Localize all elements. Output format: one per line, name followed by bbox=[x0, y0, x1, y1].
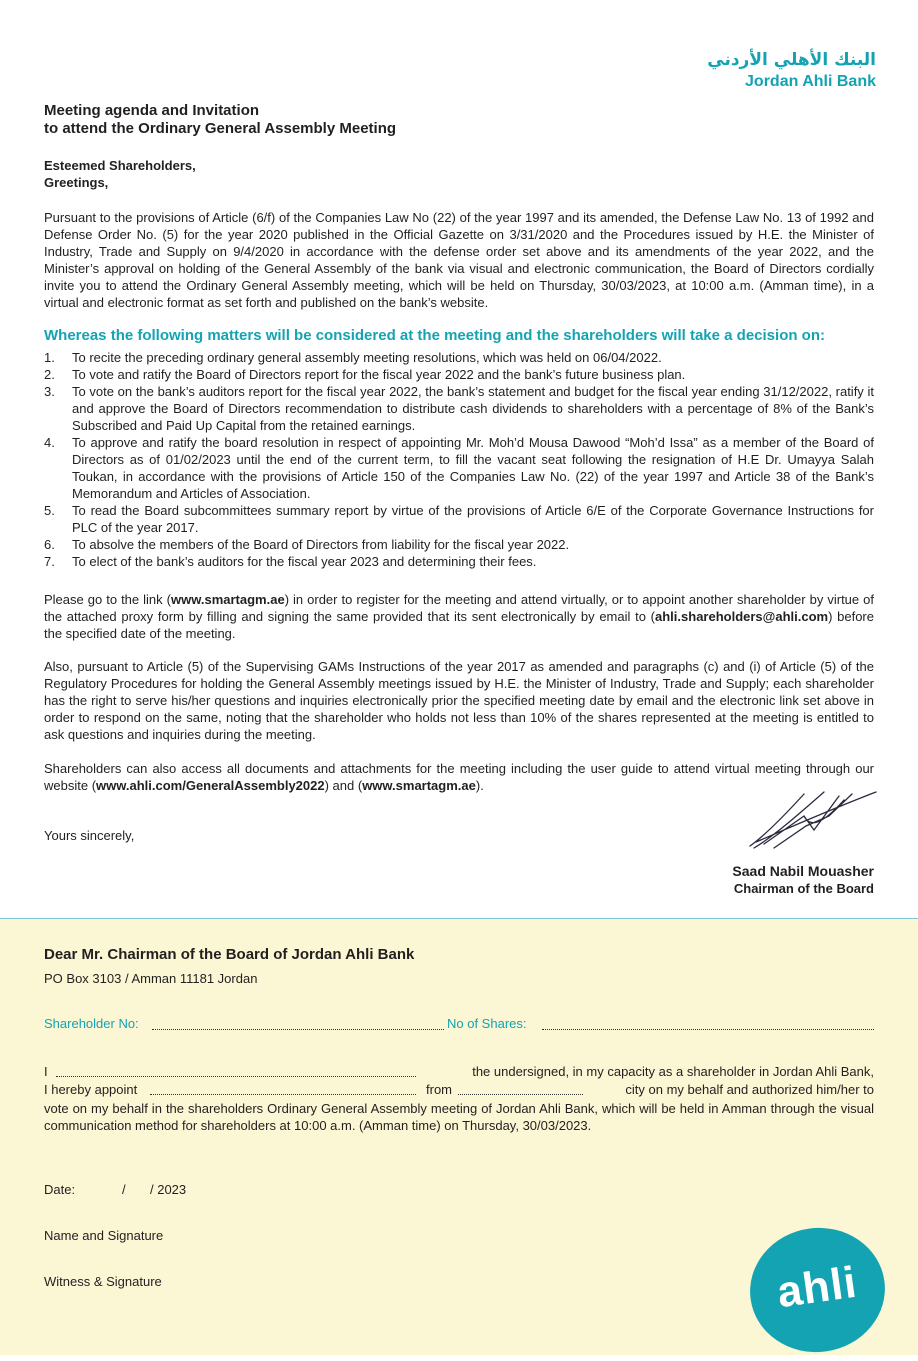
signer-block bbox=[732, 862, 874, 898]
agenda-item-number: 3. bbox=[44, 384, 55, 399]
no-of-shares-label: No of Shares: bbox=[447, 1016, 527, 1031]
proxy-form bbox=[0, 918, 918, 1355]
appoint-line bbox=[44, 1081, 874, 1098]
title-line-2: to attend the Ordinary General Assembly Meeting bbox=[44, 120, 397, 137]
signer-role: Chairman of the Board bbox=[733, 881, 874, 896]
intro-paragraph: Pursuant to the provisions of Article (6/f) of the Companies Law No (22) of the year 1997 and its amended, the Defense Law No. 13 of 1992 and Defense Order No. (5) for the year 2020 published in the Official Gazette on 3/31/2020 and the Procedures issued by H.E. the Minister of Industry, Trade and Supply on 9/4/2020 in accordance with the defense order set above and its amendments of the year 2022, and the Minister’s approval on holding of the General Assembly of the bank via visual and electronic communication, the Board of Directors cordially invite you to attend the Ordinary General Assembly meeting, which will be held on Thursday, 30/03/2023, at 10:00 a.m. (Amman time), in a virtual and electronic format as set forth and published on the bank’s website. bbox=[44, 210, 874, 310]
agenda-item-number: 5. bbox=[44, 503, 55, 518]
city-field[interactable] bbox=[458, 1081, 583, 1095]
signer-name: Saad Nabil Mouasher bbox=[732, 863, 874, 879]
agenda-item-number: 4. bbox=[44, 435, 55, 450]
agenda-item bbox=[44, 366, 874, 383]
proxy-form-address: PO Box 3103 / Amman 11181 Jordan bbox=[44, 971, 258, 986]
date-row bbox=[44, 1181, 187, 1198]
from-label: from bbox=[426, 1082, 452, 1097]
appoint-label: I hereby appoint bbox=[44, 1082, 138, 1097]
agenda-item-text: To absolve the members of the Board of Directors from liability for the fiscal year 2022. bbox=[72, 537, 570, 552]
registration-text-2: ) in order to register for the meeting and attend virtually, or to appoint another shareholder by virtue of the attached proxy form by filling and signing the same provided that its sent electronically by email to ( bbox=[44, 592, 874, 624]
i-label: I bbox=[44, 1064, 48, 1079]
bank-name-english: Jordan Ahli Bank bbox=[745, 73, 876, 90]
agenda-item-text: To elect of the bank’s auditors for the fiscal year 2023 and determining their fees. bbox=[72, 554, 537, 569]
documents-text-1: Shareholders can also access all documents and attachments for the meeting including the user guide to attend virtual meeting through our website ( bbox=[44, 761, 874, 793]
documents-text-2: ) and ( bbox=[324, 778, 363, 793]
date-separator-1: / bbox=[122, 1182, 126, 1197]
proxy-form-title: Dear Mr. Chairman of the Board of Jordan Ahli Bank bbox=[44, 946, 415, 963]
agenda-item-text: To approve and ratify the board resolution in respect of appointing Mr. Moh’d Mousa Dawood “Moh’d Issa” as a member of the Board of Directors as of 01/02/2023 until the end of the current term, to fill the vacant seat following the resignation of H.E Dr. Umayya Salah Toukan, in accordance with the provisions of Article 150 of the Companies Law No. (22) of the year 1997 and Article 38 of the Bank’s Memorandum and Articles of Association. bbox=[72, 435, 874, 501]
appointee-name-field[interactable] bbox=[150, 1081, 416, 1095]
agenda-item-text: To vote on the bank’s auditors report for the fiscal year 2022, the bank’s statement and budget for the fiscal year ending 31/12/2022, ratify it and approve the Board of Directors recommendation to distribute cash dividends to shareholders with a percentage of 8% of the Bank’s Subscribed and Paid Up Capital from the retained earnings. bbox=[72, 384, 874, 433]
salutation bbox=[44, 157, 196, 191]
date-label: Date: bbox=[44, 1182, 76, 1197]
closing-text: Yours sincerely, bbox=[44, 828, 135, 843]
agenda-item bbox=[44, 383, 874, 434]
handwritten-signature bbox=[744, 786, 879, 856]
bank-name-arabic: البنك الأهلي الأردني bbox=[707, 50, 876, 70]
title-line-1: Meeting agenda and Invitation bbox=[44, 102, 260, 119]
agenda-item-text: To read the Board subcommittees summary report by virtue of the provisions of Article 6/E of the Corporate Governance Instructions for PLC of the year 2017. bbox=[72, 503, 874, 535]
agenda-item-text: To recite the preceding ordinary general assembly meeting resolutions, which was held on 06/04/2022. bbox=[72, 350, 662, 365]
date-separator-2[interactable]: / 2023 bbox=[150, 1182, 187, 1197]
agenda-item bbox=[44, 434, 874, 502]
page-title bbox=[44, 102, 396, 138]
registration-text-3: ) before the specified date of the meeting. bbox=[44, 609, 874, 641]
agenda-heading: Whereas the following matters will be considered at the meeting and the shareholders will take a decision on: bbox=[44, 327, 826, 344]
registration-text-1: Please go to the link ( bbox=[44, 592, 171, 607]
smartagm-link[interactable]: www.smartagm.ae bbox=[171, 592, 285, 607]
proxy-body-text: vote on my behalf in the shareholders Ordinary General Assembly meeting of Jordan Ahli Bank, which will be held in Amman through the visual communication method for shareholders at 10:00 a.m. (Amman time) on Thursday, 30/03/2023. bbox=[44, 1101, 874, 1133]
shareholder-no-field[interactable] bbox=[152, 1016, 444, 1030]
agenda-item-number: 2. bbox=[44, 367, 55, 382]
agenda-item bbox=[44, 553, 874, 570]
general-assembly-link[interactable]: www.ahli.com/GeneralAssembly2022 bbox=[96, 778, 325, 793]
salutation-line-2: Greetings, bbox=[44, 175, 109, 190]
documents-text-3: ). bbox=[475, 778, 484, 793]
ahli-logo-badge: ahli bbox=[742, 1219, 893, 1361]
agenda-item bbox=[44, 349, 874, 366]
salutation-line-1: Esteemed Shareholders, bbox=[44, 158, 196, 173]
agenda-item-number: 1. bbox=[44, 350, 55, 365]
registration-paragraph bbox=[44, 591, 874, 642]
shareholder-name-field[interactable] bbox=[56, 1063, 416, 1077]
bank-logo bbox=[707, 48, 876, 92]
shareholder-no-label: Shareholder No: bbox=[44, 1016, 139, 1031]
agenda-item-number: 7. bbox=[44, 554, 55, 569]
undersigned-text: the undersigned, in my capacity as a shareholder in Jordan Ahli Bank, bbox=[472, 1064, 874, 1079]
agenda-item-number: 6. bbox=[44, 537, 55, 552]
shareholders-email-link[interactable]: ahli.shareholders@ahli.com bbox=[655, 609, 829, 624]
no-of-shares-field[interactable] bbox=[542, 1016, 874, 1030]
agenda-item-text: To vote and ratify the Board of Directors report for the fiscal year 2022 and the bank’s future business plan. bbox=[72, 367, 686, 382]
agenda-list bbox=[44, 349, 874, 570]
shareholder-info-row bbox=[44, 1016, 874, 1033]
questions-paragraph: Also, pursuant to Article (5) of the Supervising GAMs Instructions of the year 2017 as amended and paragraphs (c) and (i) of Article (5) of the Regulatory Procedures for holding the General Assembly meetings issued by H.E. the Minister of Industry, Trade and Supply; each shareholder has the right to serve his/her questions and inquiries electronically prior the specified meeting date by email and the electronic link set above in order to respond on the same, noting that the shareholder who holds not less than 10% of the shares represented at the meeting is entitled to ask questions and inquiries during the meeting. bbox=[44, 659, 874, 742]
smartagm-link-2[interactable]: www.smartagm.ae bbox=[362, 778, 476, 793]
agenda-item bbox=[44, 502, 874, 536]
undersigned-line bbox=[44, 1063, 874, 1080]
agenda-item bbox=[44, 536, 874, 553]
authorize-text: city on my behalf and authorized him/her to bbox=[625, 1082, 874, 1097]
name-signature-label: Name and Signature bbox=[44, 1228, 164, 1243]
witness-signature-label: Witness & Signature bbox=[44, 1274, 162, 1289]
